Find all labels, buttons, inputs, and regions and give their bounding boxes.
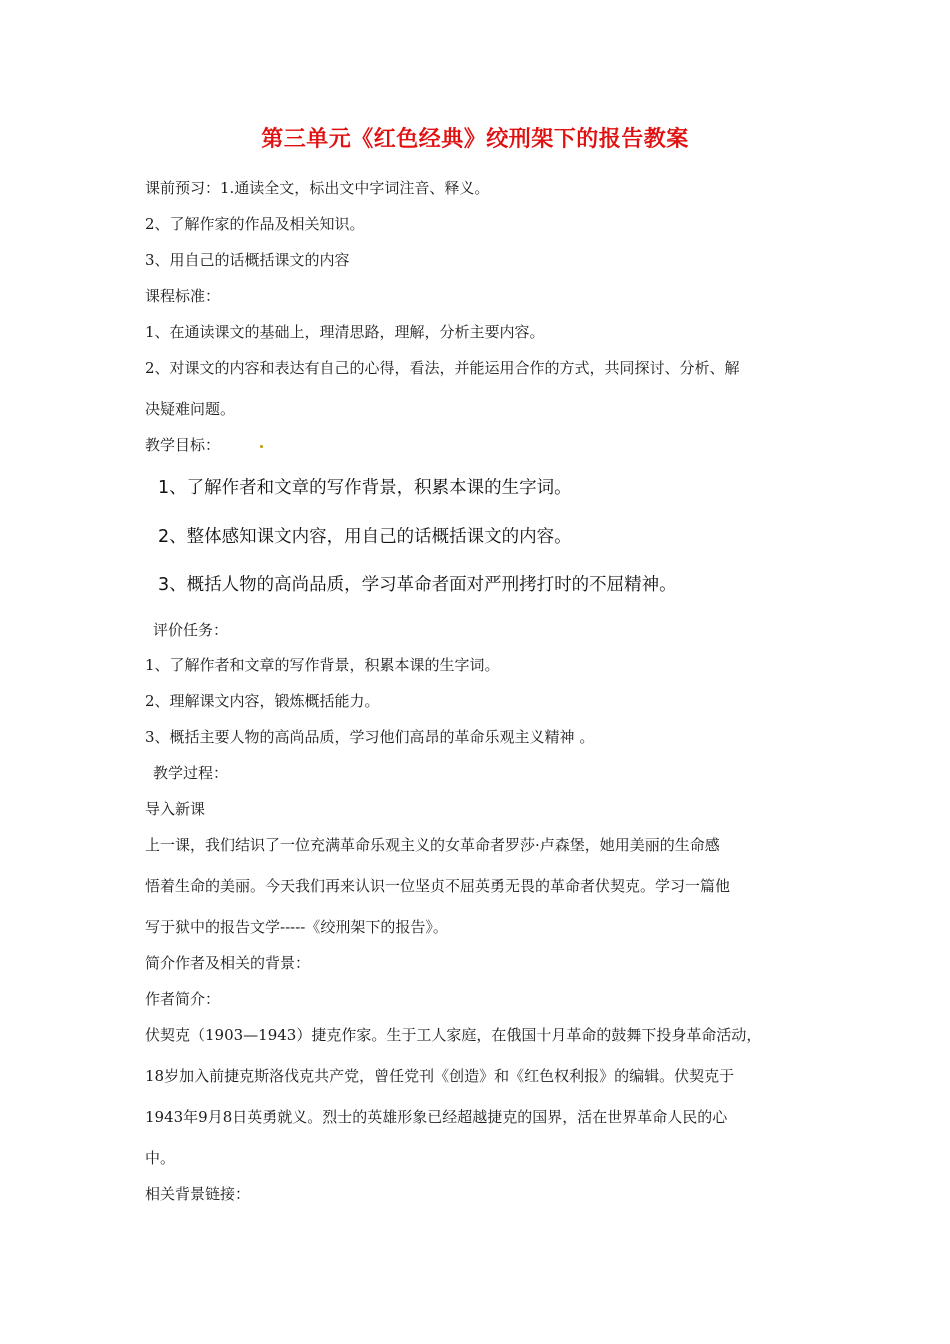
author-line: 中。 <box>145 1149 176 1167</box>
preview-item: 2、了解作家的作品及相关知识。 <box>145 215 365 233</box>
stray-dot-mark <box>260 445 263 448</box>
links-heading: 相关背景链接： <box>145 1185 251 1203</box>
standards-item: 2、对课文的内容和表达有自己的心得，看法，并能运用合作的方式，共同探讨、分析、解 <box>145 359 740 377</box>
background-heading: 简介作者及相关的背景： <box>145 954 311 972</box>
evaluation-item: 2、理解课文内容，锻炼概括能力。 <box>145 692 380 710</box>
intro-line: 写于狱中的报告文学-----《绞刑架下的报告》。 <box>145 918 448 936</box>
goal-item: 2、整体感知课文内容，用自己的话概括课文的内容。 <box>158 527 572 547</box>
evaluation-item: 1、了解作者和文章的写作背景，积累本课的生字词。 <box>145 656 500 674</box>
author-line: 18岁加入前捷克斯洛伐克共产党，曾任党刊《创造》和《红色权利报》的编辑。伏契克于 <box>145 1067 735 1085</box>
evaluation-item: 3、概括主要人物的高尚品质，学习他们高昂的革命乐观主义精神 。 <box>145 728 595 746</box>
evaluation-heading: 评价任务： <box>153 621 229 639</box>
standards-heading: 课程标准： <box>145 287 221 305</box>
intro-line: 悟着生命的美丽。今天我们再来认识一位坚贞不屈英勇无畏的革命者伏契克。学习一篇他 <box>145 877 731 895</box>
goals-heading: 教学目标： <box>145 436 221 454</box>
intro-line: 上一课，我们结识了一位充满革命乐观主义的女革命者罗莎·卢森堡，她用美丽的生命感 <box>145 836 720 854</box>
preview-item: 3、用自己的话概括课文的内容 <box>145 251 350 269</box>
standards-item: 1、在通读课文的基础上，理清思路，理解，分析主要内容。 <box>145 323 545 341</box>
process-heading: 教学过程： <box>153 764 229 782</box>
intro-heading: 导入新课 <box>145 800 206 818</box>
author-line: 伏契克（1903—1943）捷克作家。生于工人家庭，在俄国十月革命的鼓舞下投身革命活动， <box>145 1026 762 1044</box>
preview-heading: 课前预习：1.通读全文，标出文中字词注音、释义。 <box>145 179 490 197</box>
goal-item: 1、了解作者和文章的写作背景，积累本课的生字词。 <box>158 478 572 498</box>
standards-item: 决疑难问题。 <box>145 400 236 418</box>
goal-item: 3、概括人物的高尚品质，学习革命者面对严刑拷打时的不屈精神。 <box>158 575 677 595</box>
author-heading: 作者简介： <box>145 990 221 1008</box>
document-title: 第三单元《红色经典》绞刑架下的报告教案 <box>261 127 689 152</box>
author-line: 1943年9月8日英勇就义。烈士的英雄形象已经超越捷克的国界，活在世界革命人民的心 <box>145 1108 728 1126</box>
